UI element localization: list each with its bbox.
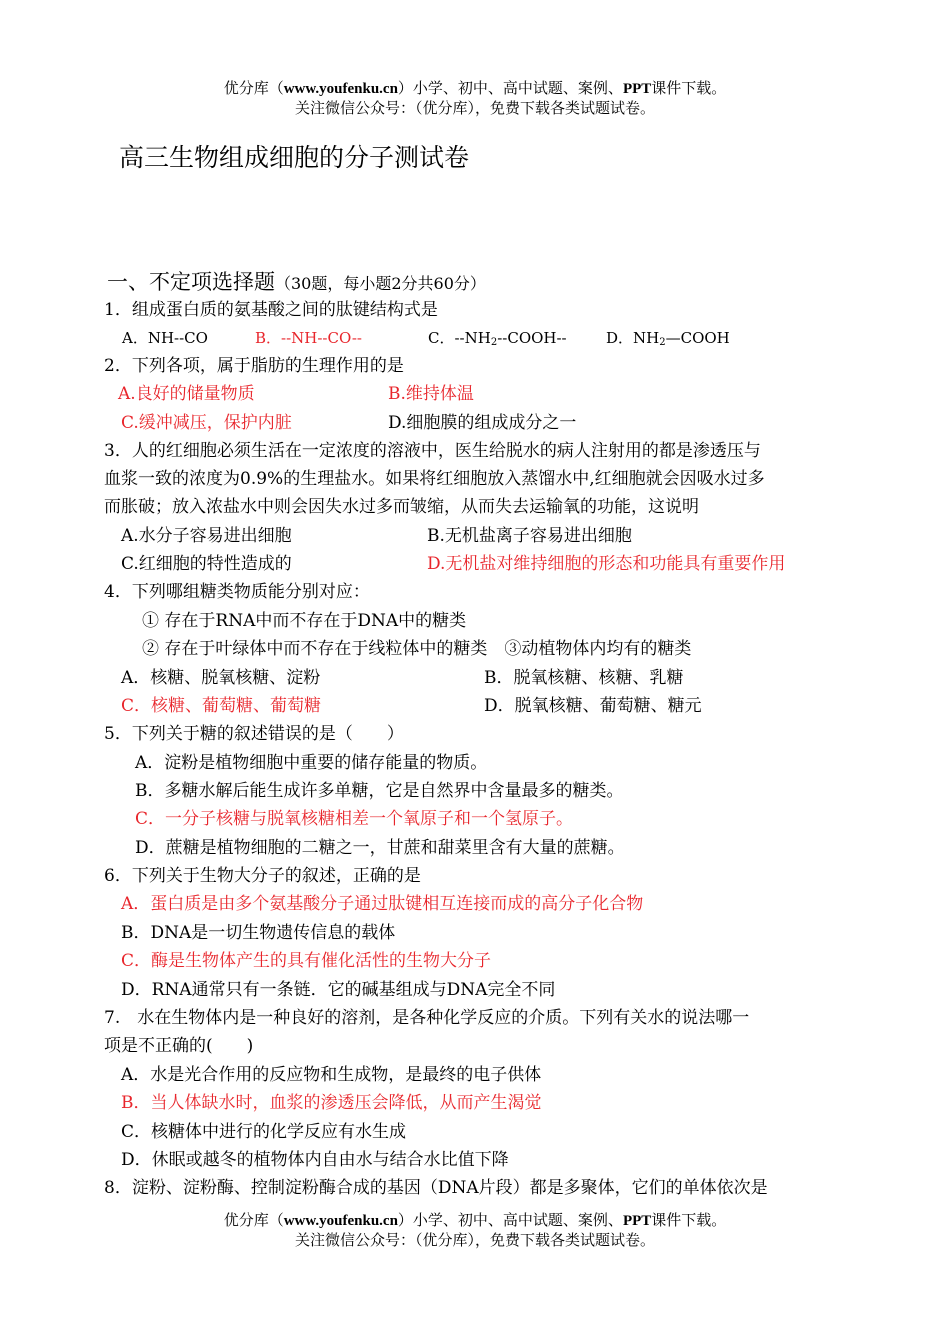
q1-c-text: --COOH-- xyxy=(497,329,567,347)
q1-c-text: C．--NH xyxy=(428,329,491,347)
footer-ppt: PPT xyxy=(622,1213,652,1229)
header-text: ）小学、初中、高中试题、案例、 xyxy=(397,79,623,97)
header-text: 优分库（ xyxy=(223,79,284,97)
q1-d-text: —COOH xyxy=(665,329,730,347)
q1-option-a: A．NH--CO xyxy=(122,329,208,347)
question-3-stem: 3．人的红细胞必须生活在一定浓度的溶液中，医生给脱水的病人注射用的都是渗透压与 xyxy=(104,441,761,461)
question-1-stem: 1．组成蛋白质的氨基酸之间的肽键结构式是 xyxy=(104,300,438,320)
q5-option-c: C．一分子核糖与脱氧核糖相差一个氧原子和一个氢原子。 xyxy=(135,809,574,829)
q7-option-c: C．核糖体中进行的化学反应有水生成 xyxy=(121,1122,407,1142)
section-title: 一、不定项选择题 xyxy=(107,270,275,294)
q5-option-a: A．淀粉是植物细胞中重要的储存能量的物质。 xyxy=(135,753,488,773)
q1-d-text: D．NH xyxy=(606,329,660,347)
q4-item-1: ① 存在于RNA中而不存在于DNA中的糖类 xyxy=(142,611,467,631)
header-site: www.youfenku.cn xyxy=(283,81,398,97)
footer-text: 课件下载。 xyxy=(651,1211,727,1229)
question-2-stem: 2．下列各项，属于脂肪的生理作用的是 xyxy=(104,356,404,376)
q6-option-b: B．DNA是一切生物遗传信息的载体 xyxy=(121,923,396,943)
q6-option-c: C．酶是生物体产生的具有催化活性的生物大分子 xyxy=(121,951,492,971)
q1-d-sub: 2 xyxy=(659,337,666,348)
question-5-stem: 5．下列关于糖的叙述错误的是（ ） xyxy=(104,724,404,744)
q4-item-2: ② 存在于叶绿体中而不存在于线粒体中的糖类 ③动植物体内均有的糖类 xyxy=(142,639,692,659)
q1-option-b: B．--NH--CO-- xyxy=(255,329,362,347)
q6-option-a: A．蛋白质是由多个氨基酸分子通过肽键相互连接而成的高分子化合物 xyxy=(121,894,644,914)
q2-option-b: B.维持体温 xyxy=(388,384,474,404)
question-6-stem: 6．下列关于生物大分子的叙述，正确的是 xyxy=(104,866,421,886)
q1-option-c xyxy=(428,327,567,354)
footer-site: www.youfenku.cn xyxy=(283,1213,398,1229)
q7-option-a: A．水是光合作用的反应物和生成物，是最终的电子供体 xyxy=(121,1065,542,1085)
question-3-stem: 血浆一致的浓度为0.9%的生理盐水。如果将红细胞放入蒸馏水中,红细胞就会因吸水过多 xyxy=(104,469,765,489)
page-footer-line1 xyxy=(0,1211,950,1230)
footer-text: ）小学、初中、高中试题、案例、 xyxy=(397,1211,623,1229)
footer-text: 优分库（ xyxy=(223,1211,284,1229)
q3-option-c: C.红细胞的特性造成的 xyxy=(121,554,292,574)
page-title: 高三生物组成细胞的分子测试卷 xyxy=(119,143,470,172)
q1-c-sub: 2 xyxy=(490,337,498,348)
section-heading xyxy=(107,271,486,295)
q2-option-a: A.良好的储量物质 xyxy=(118,384,255,404)
q4-option-a: A．核糖、脱氧核糖、淀粉 xyxy=(121,668,321,688)
page-header-line2: 关注微信公众号：（优分库），免费下载各类试题试卷。 xyxy=(294,99,655,117)
question-3-stem: 而胀破；放入浓盐水中则会因失水过多而皱缩，从而失去运输氧的功能，这说明 xyxy=(104,497,699,517)
header-text: 课件下载。 xyxy=(651,79,727,97)
header-ppt: PPT xyxy=(622,81,652,97)
q2-option-c: C.缓冲减压，保护内脏 xyxy=(121,413,292,433)
question-8-stem: 8．淀粉、淀粉酶、控制淀粉酶合成的基因（DNA片段）都是多聚体，它们的单体依次是 xyxy=(104,1178,768,1198)
question-7-stem: 项是不正确的( ) xyxy=(104,1036,254,1056)
section-note: （30题，每小题2分共60分） xyxy=(275,274,486,293)
q4-option-b: B．脱氧核糖、核糖、乳糖 xyxy=(484,668,684,688)
q2-option-d: D.细胞膜的组成成分之一 xyxy=(388,413,577,433)
q1-option-d xyxy=(606,327,730,354)
q4-option-c: C．核糖、葡萄糖、葡萄糖 xyxy=(121,696,322,716)
q5-option-d: D．蔗糖是植物细胞的二糖之一，甘蔗和甜菜里含有大量的蔗糖。 xyxy=(135,838,625,858)
q3-option-d: D.无机盐对维持细胞的形态和功能具有重要作用 xyxy=(427,554,786,574)
question-7-stem: 7. 水在生物体内是一种良好的溶剂，是各种化学反应的介质。下列有关水的说法哪一 xyxy=(104,1008,750,1028)
page-footer-line2: 关注微信公众号：（优分库），免费下载各类试题试卷。 xyxy=(294,1231,655,1249)
q5-option-b: B．多糖水解后能生成许多单糖，它是自然界中含量最多的糖类。 xyxy=(135,781,624,801)
page-header-line1 xyxy=(0,79,950,98)
q3-option-a: A.水分子容易进出细胞 xyxy=(121,526,292,546)
q7-option-d: D．休眠或越冬的植物体内自由水与结合水比值下降 xyxy=(121,1150,509,1170)
q4-option-d: D．脱氧核糖、葡萄糖、糖元 xyxy=(484,696,702,716)
q7-option-b: B．当人体缺水时，血浆的渗透压会降低，从而产生渴觉 xyxy=(121,1093,542,1113)
q6-option-d: D．RNA通常只有一条链．它的碱基组成与DNA完全不同 xyxy=(121,980,556,1000)
q3-option-b: B.无机盐离子容易进出细胞 xyxy=(427,526,632,546)
question-4-stem: 4．下列哪组糖类物质能分别对应： xyxy=(104,582,370,602)
